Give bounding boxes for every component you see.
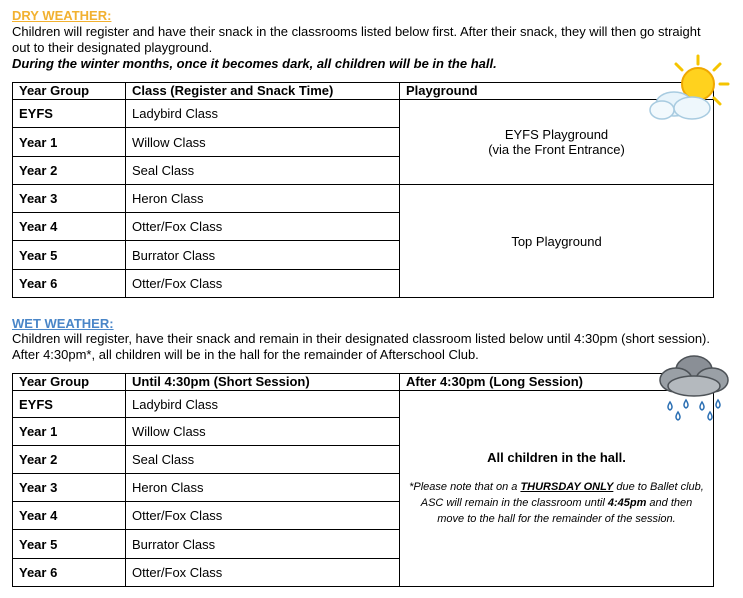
year-cell: Year 4 (13, 502, 126, 530)
header-playground: Playground (400, 83, 714, 100)
table-header-row (13, 83, 714, 100)
header-year-group: Year Group (13, 83, 126, 100)
rain-cloud-icon (656, 350, 732, 424)
header-class: Class (Register and Snack Time) (126, 83, 400, 100)
wet-weather-text: Children will register, have their snack and remain in their designated classroom listed below until 4:30pm (short session). After 4:30pm*, all children will be in the hall for the remainder of Afterschool Club. (12, 331, 711, 362)
dry-weather-intro (12, 24, 702, 72)
year-cell: EYFS (13, 391, 126, 418)
all-children-text: All children in the hall. (487, 450, 626, 465)
dry-weather-note: During the winter months, once it becomes dark, all children will be in the hall. (12, 56, 497, 71)
wet-weather-heading: WET WEATHER: (12, 316, 114, 331)
note-text: due to Ballet club, ASC will remain in the classroom until (420, 481, 704, 509)
class-cell: Otter/Fox Class (126, 559, 400, 587)
dry-weather-heading: DRY WEATHER: (12, 8, 112, 23)
year-cell: Year 2 (13, 157, 126, 185)
class-cell: Burrator Class (126, 241, 400, 270)
note-text: and then move to the hall for the remainder of the session. (437, 497, 693, 525)
year-cell: Year 2 (13, 446, 126, 474)
class-cell: Otter/Fox Class (126, 270, 400, 298)
class-cell: Otter/Fox Class (126, 213, 400, 241)
note-text: *Please note that on a (409, 481, 521, 493)
year-cell: Year 5 (13, 241, 126, 270)
header-long-session: After 4:30pm (Long Session) (400, 374, 714, 391)
note-day: THURSDAY ONLY (520, 481, 614, 493)
header-short-session: Until 4:30pm (Short Session) (126, 374, 400, 391)
class-cell: Heron Class (126, 185, 400, 213)
wet-weather-table (12, 373, 714, 587)
year-cell: Year 6 (13, 270, 126, 298)
dry-weather-table (12, 82, 714, 298)
class-cell: Heron Class (126, 474, 400, 502)
class-cell: Willow Class (126, 418, 400, 446)
header-year-group: Year Group (13, 374, 126, 391)
class-cell: Seal Class (126, 157, 400, 185)
top-playground-cell: Top Playground (400, 185, 714, 298)
year-cell: EYFS (13, 100, 126, 128)
year-cell: Year 3 (13, 185, 126, 213)
thursday-note (406, 479, 707, 527)
year-cell: Year 1 (13, 418, 126, 446)
year-cell: Year 5 (13, 530, 126, 559)
table-row (13, 391, 714, 418)
class-cell: Ladybird Class (126, 391, 400, 418)
year-cell: Year 1 (13, 128, 126, 157)
class-cell: Burrator Class (126, 530, 400, 559)
sun-cloud-icon (648, 52, 740, 124)
dry-weather-text: Children will register and have their snack in the classrooms listed below first. After their snack, they will then go straight out to their designated playground. (12, 24, 701, 55)
year-cell: Year 3 (13, 474, 126, 502)
eyfs-playground-label: EYFS Playground (504, 127, 609, 142)
class-cell: Ladybird Class (126, 100, 400, 128)
table-row (13, 100, 714, 128)
class-cell: Willow Class (126, 128, 400, 157)
table-row (13, 185, 714, 213)
note-time: 4:45pm (607, 497, 647, 509)
year-cell: Year 6 (13, 559, 126, 587)
table-header-row (13, 374, 714, 391)
eyfs-playground-note: (via the Front Entrance) (488, 142, 625, 157)
class-cell: Seal Class (126, 446, 400, 474)
year-cell: Year 4 (13, 213, 126, 241)
class-cell: Otter/Fox Class (126, 502, 400, 530)
